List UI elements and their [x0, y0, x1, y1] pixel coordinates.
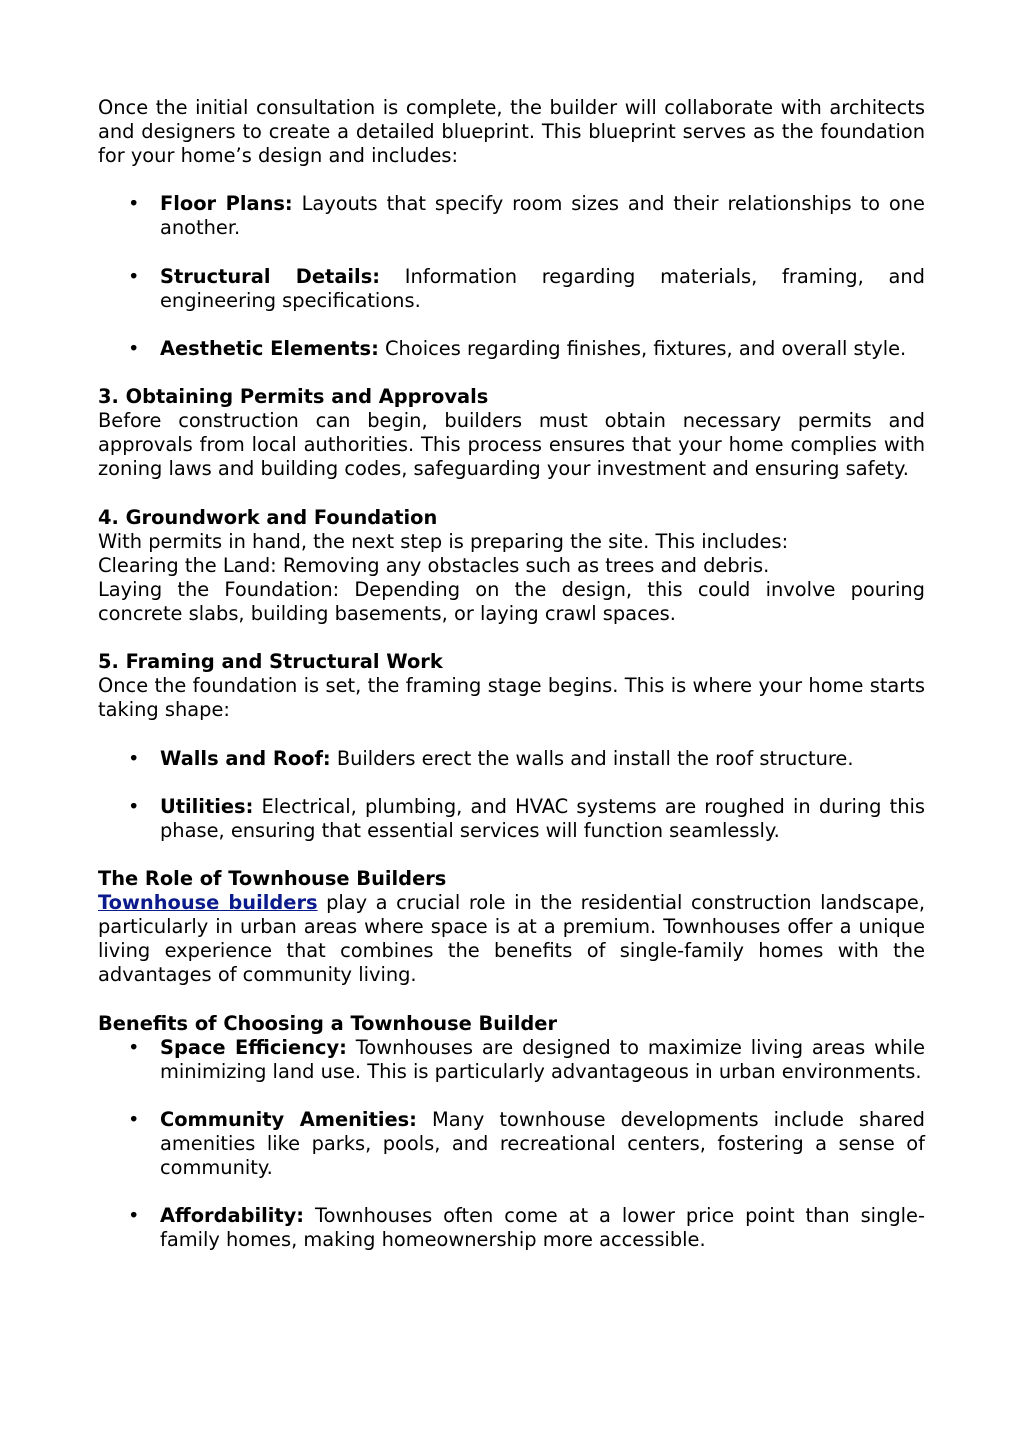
section-heading-groundwork: 4. Groundwork and Foundation — [98, 505, 438, 529]
section-heading-framing: 5. Framing and Structural Work — [98, 650, 443, 674]
list-item-term: Community Amenities: — [160, 1107, 417, 1131]
intro-paragraph: Once the initial consultation is complete, the builder will collaborate with architects and designers to create a detailed blueprint. This blueprint serves as the foundation for your home’s design and includes: — [98, 96, 925, 168]
spacer — [98, 361, 925, 385]
bullet-icon: • — [128, 794, 140, 818]
bullet-icon: • — [128, 192, 140, 216]
spacer — [98, 722, 925, 746]
list-item-utilities — [98, 795, 925, 843]
list-item-walls-roof — [98, 747, 925, 771]
spacer — [98, 168, 925, 192]
list-item-aesthetic-elements — [98, 337, 925, 361]
section-heading-townhouse-role: The Role of Townhouse Builders — [98, 867, 447, 890]
list-item-term: Affordability: — [160, 1204, 305, 1228]
list-item-term: Utilities: — [160, 794, 254, 818]
list-item-term: Walls and Roof: — [160, 746, 331, 770]
list-item-text: Choices regarding finishes, fixtures, and overall style. — [378, 336, 907, 360]
list-item-structural-details — [98, 265, 925, 313]
bullet-icon: • — [128, 1107, 140, 1131]
groundwork-line: Laying the Foundation: Depending on the design, this could involve pouring concrete slabs, building basements, or laying crawl spaces. — [98, 577, 925, 625]
spacer — [98, 843, 925, 867]
list-item-floor-plans — [98, 192, 925, 240]
list-item-text: Information regarding materials, framing, and engineering specifications. — [160, 264, 925, 312]
list-item-text: Builders erect the walls and install the roof structure. — [330, 746, 854, 770]
list-item-term: Space Efficiency: — [160, 1035, 347, 1059]
list-item-term: Aesthetic Elements: — [160, 336, 379, 360]
benefits-list — [98, 1036, 925, 1253]
section-heading-benefits: Benefits of Choosing a Townhouse Builder — [98, 1011, 558, 1035]
townhouse-builders-link[interactable]: Townhouse builders — [98, 891, 318, 915]
groundwork-line: With permits in hand, the next step is preparing the site. This includes: — [98, 529, 789, 553]
spacer — [98, 987, 925, 1011]
list-item-text: Townhouses often come at a lower price point than single-family homes, making homeownership more accessible. — [160, 1204, 925, 1252]
list-item-text: Many townhouse developments include shared amenities like parks, pools, and recreational centers, fostering a sense of community. — [160, 1107, 925, 1180]
townhouse-role-text: play a crucial role in the residential construction landscape, particularly in urban areas where space is at a premium. Townhouses offer a unique living experience that combines the benefits of single-family homes with the advantages of community living. — [98, 891, 925, 987]
bullet-icon: • — [128, 264, 140, 288]
townhouse-role-paragraph — [98, 891, 925, 987]
list-item-text: Townhouses are designed to maximize living areas while minimizing land use. This is particularly advantageous in urban environments. — [160, 1035, 925, 1083]
spacer — [98, 482, 925, 506]
spacer — [98, 626, 925, 650]
document-page — [98, 96, 925, 1253]
list-item-text: Layouts that specify room sizes and their relationships to one another. — [160, 192, 925, 240]
bullet-icon: • — [128, 1035, 140, 1059]
bullet-icon: • — [128, 336, 140, 360]
list-item-space-efficiency — [98, 1036, 925, 1084]
list-item-term: Structural Details: — [160, 264, 380, 288]
list-item-community-amenities — [98, 1108, 925, 1180]
framing-paragraph: Once the foundation is set, the framing stage begins. This is where your home starts taking shape: — [98, 674, 925, 722]
section-heading-permits: 3. Obtaining Permits and Approvals — [98, 385, 489, 409]
permits-paragraph: Before construction can begin, builders must obtain necessary permits and approvals from local authorities. This process ensures that your home complies with zoning laws and building codes, safeguarding your investment and ensuring safety. — [98, 409, 925, 481]
blueprint-list — [98, 192, 925, 361]
framing-list — [98, 747, 925, 843]
bullet-icon: • — [128, 1204, 140, 1228]
bullet-icon: • — [128, 746, 140, 770]
list-item-text: Electrical, plumbing, and HVAC systems are roughed in during this phase, ensuring that essential services will function seamlessly. — [160, 794, 925, 842]
groundwork-line: Clearing the Land: Removing any obstacles such as trees and debris. — [98, 553, 770, 577]
list-item-term: Floor Plans: — [160, 192, 293, 216]
list-item-affordability — [98, 1204, 925, 1252]
